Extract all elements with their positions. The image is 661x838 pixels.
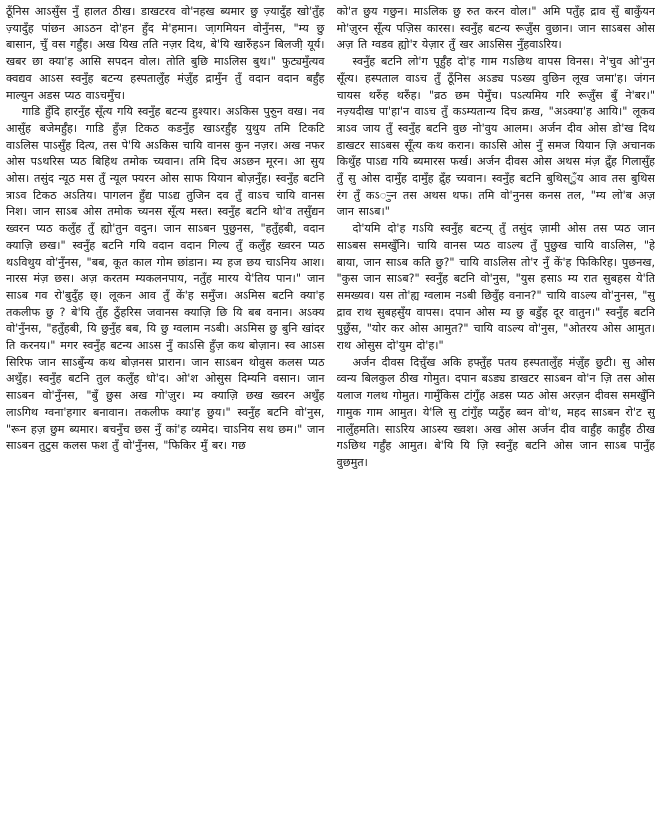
paragraph: दो'यमि दो'ह गऽयि स्वनुँह बटन्य् तुँ तसुंद ज़ामी ओस तस प्यठ जान साऽबस समखुँनि। चायि वानस प्यठ वाऽल्य तुँ पुछुख चायि वाऽलिस, "हे बाया, जान साऽब कति छु?" चायि वाऽलिस तो'र नुँ कें'ह फिकिरिह। पुछनख, "कुस जान साऽब?" स्वनुँह बटनि वो'नुस, "युस हसाऽ म्य रात सुबहस ये'ति समख्यव। यस तो'ह्य ग्वलाम नऽबी छिवुँह वनान?" चायि वाऽल्य वो'नुनस, "सु द्राव राथ सुबहसुँय वापस। दपान ओस म्य छु बडुँह दूर वातुन।" स्वनुँह बटनि पुछुँस, "योर कर ओस आमुत?" चायि वाऽल्य वो'नुस, "ओतरय ओस आमुत। राथ ओसुस दो'युम दो'ह।" [336,222,655,353]
right-column [337,4,656,838]
paragraph: अर्जन दीवस दिच़ुँख अकि हफ्तुँह पतय हस्पतालुँह मंज़ुँह छुटी। सु ओस व्वन्य बिलकुल ठीख गोमुत। दपान बऽड्य डाखटर साऽबन वो'न ज़ि तस ओस यलाज गलथ गोमुत। गामुँकिस टांगुँह अडस प्यठ ओस अरज़न दीवस समखुँनि गामुक गाम आमुत। ये'लि सु टांगुँह प्यठुँह ब्वन वो'थ, महद साऽबन रो'ट सु नालुँहमति। साऽरिय आऽस्य ख्वश। अख ओस अर्जन दीव वार्हुँह कार्हुँह ठीख गऽछिथ गर्हुँह आमुत। बे'यि यि ज़ि स्वनुँह बटनि ओस जान साऽब पानुँह वुछमुत। [336,355,655,469]
left-column [6,4,325,838]
paragraph: ठूँनिस आऽसुँस नुँ हालत ठीख। डाखटरव वो'नहख ब्यमार छु ज़्यादुँह खो'तुँह ज़्यादुँह पांछन आऽठन दो'हन हुँद मे'हमान। जा़गमियन वोनुँनस, "म्य छु बासान, चुँ वस गर्हुँह। अख यिख तति नज़र दिथ, बे'यि खारुँहऽन बिलजी़ यूर्य। खबर छा क्या'ह आसि सपदन वोल। तोति बुछि माऽलिस बुथ।" फुट्यमुँत्यव क्वद्यव आऽस स्वनुँह बटन्य हस्पतालुँह मंज़ुँह द्रामुँन तुँ वदान वदान बर्हुँह माल्युन अडस प्यठ वाऽचमुँच। [6,5,325,102]
paragraph: गाडि हुँदि हारनुँह सूँत्य गयि स्वनुँह बटन्य हुश्यार। अऽकिस पुरुुन वख। नव आसुँह बजेमर्हुँह। गाडि हुँज़ टिकठ कडनुँह खाऽरर्हुँह युथुय तमि टिकटि वाऽलिस पाऽसुँह दित्य, तस पे'यि अऽकिस चायि वानस कुन नज़र। अख नफर ओस पऽथरिस प्यठ बिहिथ तमोक च्यवान। तमि दिच अऽछन मूरन। आ सुय ओस। तसुंद न्यूठ मस तुँ न्यूल फ्यरन ओस साफ यियान बोज़नुँह। स्वनुँह बटनि त्राऽव टिकठ अऽतिय। पागलन हुँद्य पाऽद्य तुजिन दव तुँ वाऽच चायि वानस निश। जान साऽब ओस तमोक च्यनस सूँत्य मस्त। स्वनुँह बटनि थो'व तसुँद्यन ख्वरन प्यठ कलुँह तुँ ह्यो'तुन वदुन। जान साऽबन पुछुनस, "हतुँहबी, वदान क्याज़ि छख।" स्वनुँह बटनि गयि वदान वदान गिल्य तुँ कलुँह ख्वरन प्यठ थऽविथुय वो'नुँनस, "बब, कूत काल गोम छांडान। म्य हज छय चाऽनिय आश। नारस मंज़ छस। अज़ करतम म्यकलनपाय, नतुँह मारय ये'तिय पान।" जान साऽब गव रो'बुदुँह छ्। लूकन आव तुँ कें'ह समुँज। अऽमिस बटनि क्या'ह तकलीफ छु ? बे'यि तुँह ठुँहरिस जवानस क्याज़ि छि यि बब वनान। अऽक्य वो'नुँनस, "हतुँहबी, यि छुनुँह बब, यि छु ग्वलाम नऽबी। अऽमिस छु बुनि खांदर ति करनय।" मगर स्वनुँह बटन्य आऽस नुँ काऽसि हुँज़ कथ बोज़ान। स्व आऽस सिरिफ जान साऽबुँन्य कथ बोज़नस प्रारान। जान साऽबन थोवुस कलस प्यठ अथुँह। स्वनुँह बटनि तुल कलुँह धो'द। ओ'श ओसुस दिम्यनि वसान। जान साऽबन वो'नुँनस, "बुँ छुस अख गो'ज़ुर। म्य क्याज़ि छख ख्वरन अथुँह लाऽगिथ ग्वना'हगार बनावान। तकलीफ क्या'ह छुय।" स्वनुँह बटनि वो'नुस, "रून हज़ छुम ब्यमार। बचनुँच छस नुँ कां'ह व्यमेद। चाऽनिय सथ छम।" जान साऽबन तुटुस कलस फश तुँ वो'नुँनस, "फिकिर मुँ बर। गछ [6,105,325,453]
paragraph: को'त छुय गछुन। माऽलिक छु रुत करन वोल।" अमि पतुँह द्राव सुँ बाकुँयन मो'ज़ुरन सूँत्य पज़िस कारस। स्वनुँह बटन्य रूज़ुँस वुछान। जान साऽबस ओस अज़ ति ग्वडव ह्यो'र येज़ार तुँ खर आऽसिस नुँहवाऽरिय। [336,5,655,52]
paragraph: स्वनुँह बटनि लो'ग पूर्हुँह दो'ह गाम गऽछिथ वापस विनस। ने'चुव ओ'नुन सूँत्य। हस्पताल वाऽच तुँ ठूँनिस अऽड्य पऽख्य वुछिन लूख जमा'ह। जंगन चायस थरुँह थरुँह। "व्रठ छम पेमुँच। पऽत्यमिय गरि रूज़ुँस बुँ ने'बर।" नज़्यदीख पा'हा'न वाऽच तुँ कऽम्यतान्य दिच क्रख, "अऽक्या'ह आयि।" लूकव त्राऽव जाय तुँ स्वनुँह बटनि वुछ नो'वुय आलम। अर्जन दीव ओस डो'ख दिथ डाखटर साऽबस सूँत्य कथ करान। काऽसि ओस नुँ समज यियान ज़ि अचानक किथुँह पाऽद्य गयि ब्यमारस फर्ख। अर्जन दीवस ओस अथस मंज़ द्रुँह गिलासुँह तुँ सु ओस दामुँह दामुँह द्रुँह च्यवान। स्वनुँह बटनि बुथिस्ुँय आव तस बुथिस रंग तुँ कऽर्‍ुन तस अथस थफ। तमि वो'नुनस कनस तल, "म्य लो'ब अज़ जान साऽब।" [336,55,655,219]
